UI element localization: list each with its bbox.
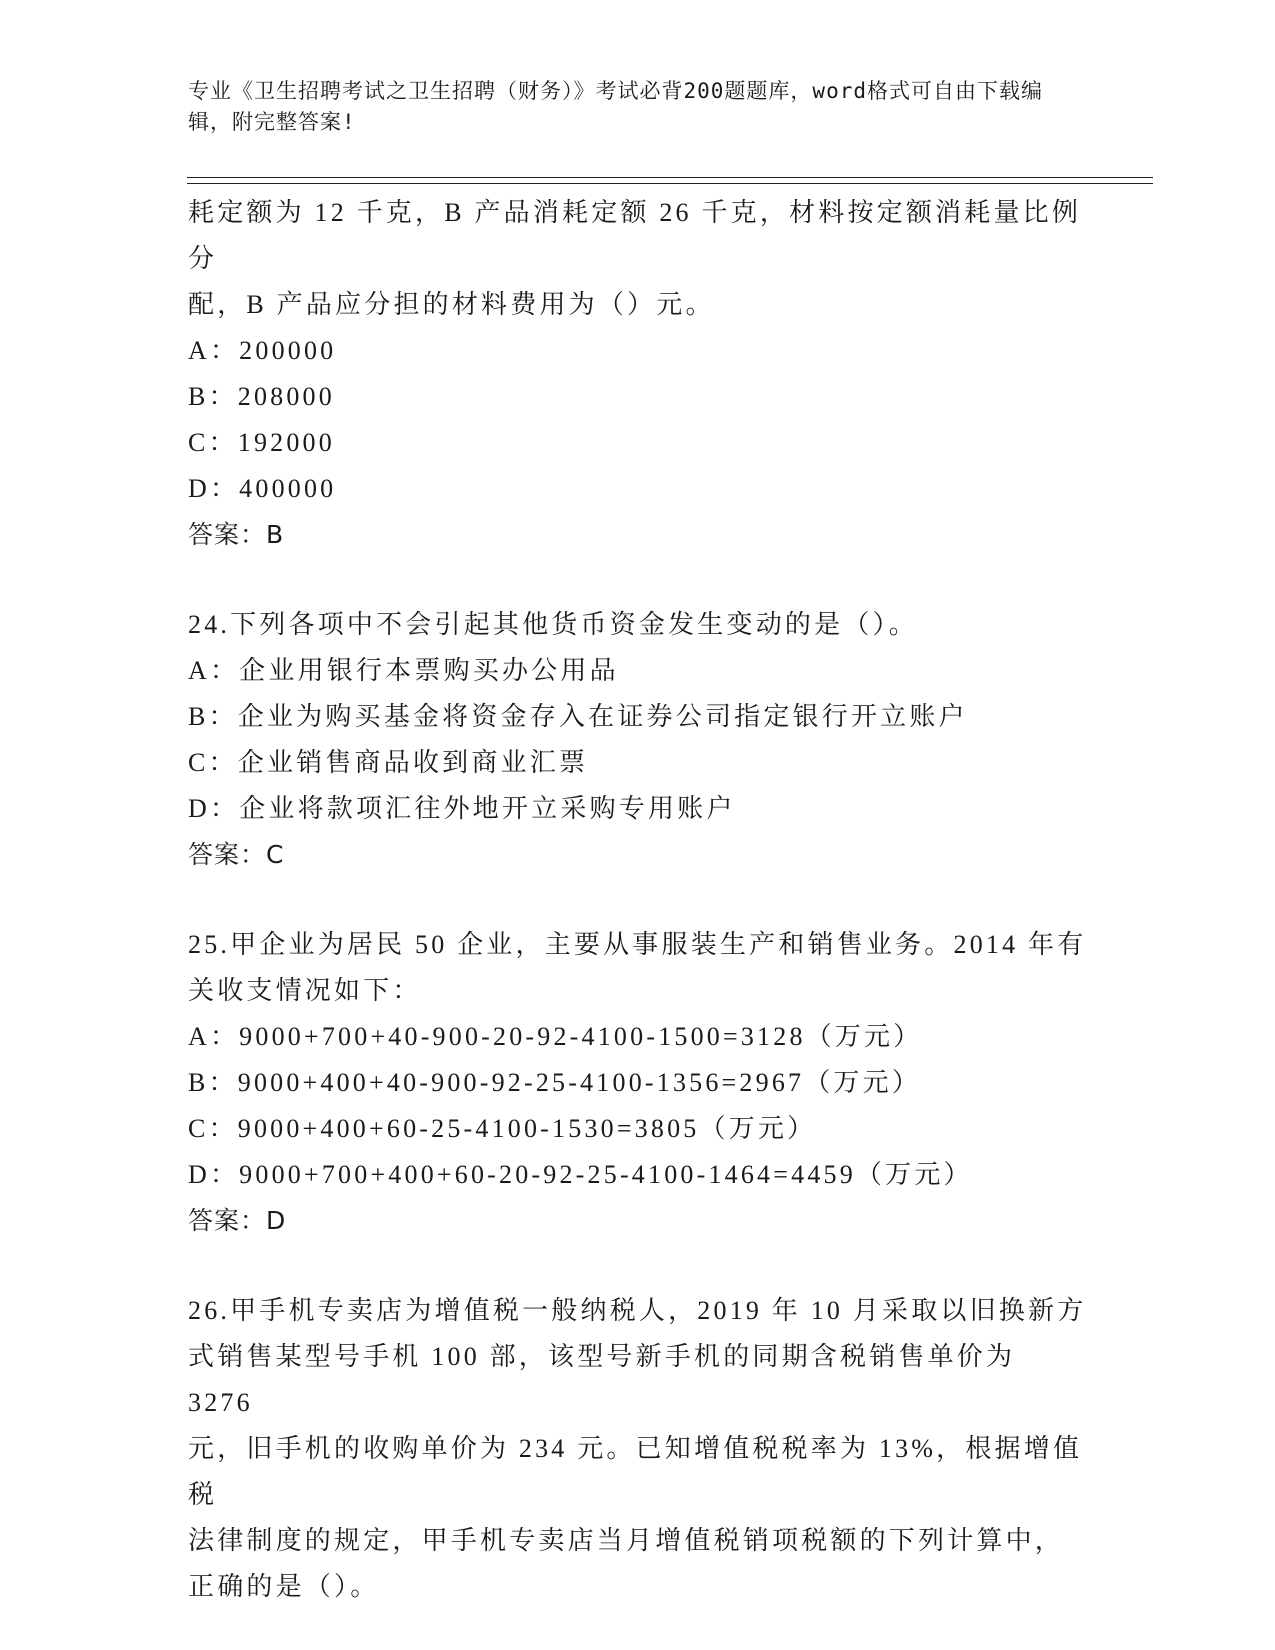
header-divider-bottom bbox=[187, 183, 1153, 184]
spacer bbox=[188, 1244, 1088, 1288]
option-b: B：企业为购买基金将资金存入在证券公司指定银行开立账户 bbox=[188, 702, 968, 731]
question-stem-line: 关收支情况如下： bbox=[188, 976, 422, 1005]
option-c: C：192000 bbox=[188, 428, 335, 457]
option-a: A：200000 bbox=[188, 336, 337, 365]
question-block bbox=[188, 922, 1088, 1244]
question-stem-line: 式销售某型号手机 100 部，该型号新手机的同期含税销售单价为 3276 bbox=[188, 1342, 1016, 1417]
question-stem-line: 配，B 产品应分担的材料费用为（）元。 bbox=[188, 290, 715, 319]
option-d: D：企业将款项汇往外地开立采购专用账户 bbox=[188, 794, 736, 823]
option-a: A：9000+700+40-900-20-92-4100-1500=3128（万元） bbox=[188, 1022, 923, 1051]
option-b: B：9000+400+40-900-92-25-4100-1356=2967（万元） bbox=[188, 1068, 922, 1097]
spacer bbox=[188, 878, 1088, 922]
spacer bbox=[188, 558, 1088, 602]
option-c: C：9000+400+60-25-4100-1530=3805（万元） bbox=[188, 1114, 817, 1143]
answer-line: 答案：B bbox=[188, 520, 285, 549]
question-list bbox=[188, 190, 1088, 1610]
header-divider-top bbox=[187, 177, 1153, 178]
question-stem-line: 法律制度的规定，甲手机专卖店当月增值税销项税额的下列计算中， bbox=[188, 1526, 1065, 1555]
answer-line: 答案：D bbox=[188, 1206, 287, 1235]
option-c: C：企业销售商品收到商业汇票 bbox=[188, 748, 589, 777]
question-stem-line: 24.下列各项中不会引起其他货币资金发生变动的是（）。 bbox=[188, 610, 918, 639]
question-stem-line: 正确的是（）。 bbox=[188, 1572, 380, 1601]
option-b: B：208000 bbox=[188, 382, 335, 411]
option-d: D：400000 bbox=[188, 474, 337, 503]
question-stem-line: 25.甲企业为居民 50 企业，主要从事服装生产和销售业务。2014 年有 bbox=[188, 930, 1087, 959]
document-header bbox=[188, 76, 1068, 138]
answer-line: 答案：C bbox=[188, 840, 285, 869]
question-block bbox=[188, 190, 1088, 558]
header-title: 专业《卫生招聘考试之卫生招聘（财务）》考试必背200题题库，word格式可自由下载编辑，附完整答案! bbox=[188, 79, 1043, 134]
question-stem-line: 元，旧手机的收购单价为 234 元。已知增值税税率为 13%，根据增值税 bbox=[188, 1434, 1083, 1509]
question-block bbox=[188, 1288, 1088, 1610]
question-stem-line: 26.甲手机专卖店为增值税一般纳税人，2019 年 10 月采取以旧换新方 bbox=[188, 1296, 1087, 1325]
question-stem-line: 耗定额为 12 千克，B 产品消耗定额 26 千克，材料按定额消耗量比例分 bbox=[188, 198, 1082, 273]
option-d: D：9000+700+400+60-20-92-25-4100-1464=4459（万元） bbox=[188, 1160, 973, 1189]
option-a: A：企业用银行本票购买办公用品 bbox=[188, 656, 619, 685]
question-block bbox=[188, 602, 1088, 878]
